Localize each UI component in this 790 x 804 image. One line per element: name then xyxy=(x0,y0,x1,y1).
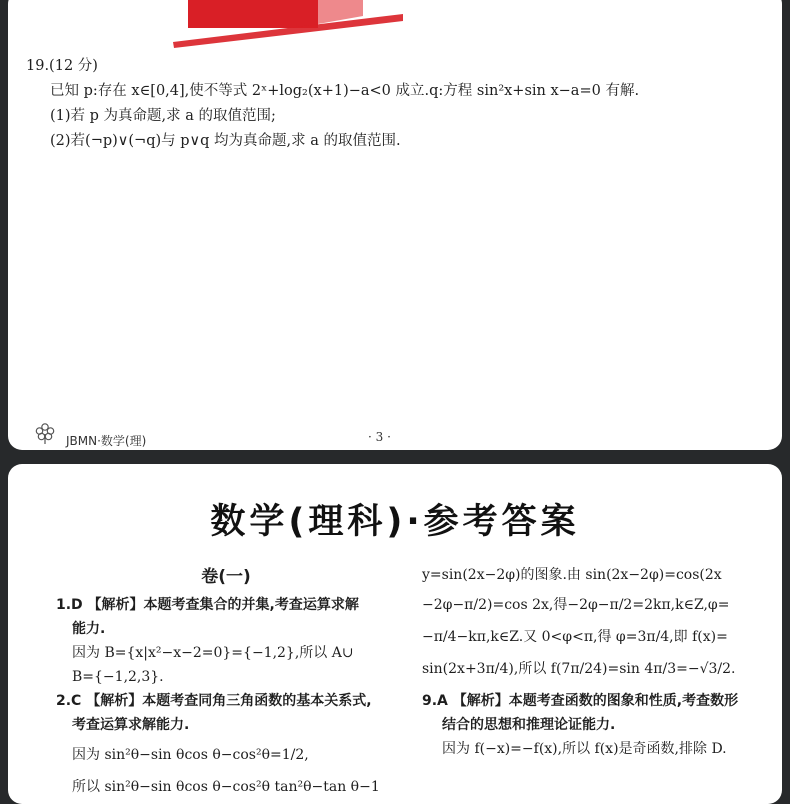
flower-logo-icon xyxy=(34,422,56,444)
problem-part-2: (2)若(¬p)∨(¬q)与 p∨q 均为真命题,求 a 的取值范围. xyxy=(50,133,401,149)
answer-1-heading: 1.D 【解析】本题考查集合的并集,考查运算求解 xyxy=(56,597,359,613)
problem-number: 19.(12 分) xyxy=(26,58,98,74)
answer-8-line-3: −π/4−kπ,k∈Z.又 0<φ<π,得 φ=3π/4,即 f(x)= xyxy=(422,629,728,645)
red-stamp-mark xyxy=(168,0,408,50)
answer-1-line-1: 因为 B={x|x²−x−2=0}={−1,2},所以 A∪ xyxy=(72,645,354,661)
page-number: · 3 · xyxy=(368,430,391,444)
answer-9-heading: 9.A 【解析】本题考查函数的图象和性质,考查数形 xyxy=(422,693,739,709)
answer-right-column xyxy=(422,562,754,762)
problem-statement: 已知 p:存在 x∈[0,4],使不等式 2ˣ+log₂(x+1)−a<0 成立.q:方程 sin²x+sin x−a=0 有解. xyxy=(50,83,640,99)
answer-8-line-1: y=sin(2x−2φ)的图象.由 sin(2x−2φ)=cos(2x xyxy=(422,567,722,583)
answer-key-page xyxy=(8,464,782,804)
answer-8-line-2: −2φ−π/2)=cos 2x,得−2φ−π/2=2kπ,k∈Z,φ= xyxy=(422,597,730,613)
answer-9-heading-cont: 结合的思想和推理论证能力. xyxy=(442,717,616,733)
answer-left-column xyxy=(56,562,396,800)
answer-2-line-1: 因为 sin²θ−sin θcos θ−cos²θ=1/2, xyxy=(72,747,309,763)
answer-1-heading-cont: 能力. xyxy=(72,621,106,637)
answer-2-heading-cont: 考查运算求解能力. xyxy=(72,717,190,733)
volume-heading: 卷(一) xyxy=(201,567,251,587)
problem-19 xyxy=(26,54,639,154)
answer-8-line-4: sin(2x+3π/4),所以 f(7π/24)=sin 4π/3=−√3/2. xyxy=(422,661,736,677)
answer-2-heading: 2.C 【解析】本题考查同角三角函数的基本关系式, xyxy=(56,693,372,709)
answer-1-line-2: B={−1,2,3}. xyxy=(72,669,164,685)
problem-part-1: (1)若 p 为真命题,求 a 的取值范围; xyxy=(50,108,276,124)
footer-brand: JBMN·数学(理) xyxy=(66,434,147,448)
answer-9-line-1: 因为 f(−x)=−f(x),所以 f(x)是奇函数,排除 D. xyxy=(442,741,727,757)
exam-page-3 xyxy=(8,0,782,450)
answer-key-title: 数学(理科)·参考答案 xyxy=(210,502,580,542)
answer-2-line-2: 所以 sin²θ−sin θcos θ−cos²θ tan²θ−tan θ−1 xyxy=(72,779,380,795)
